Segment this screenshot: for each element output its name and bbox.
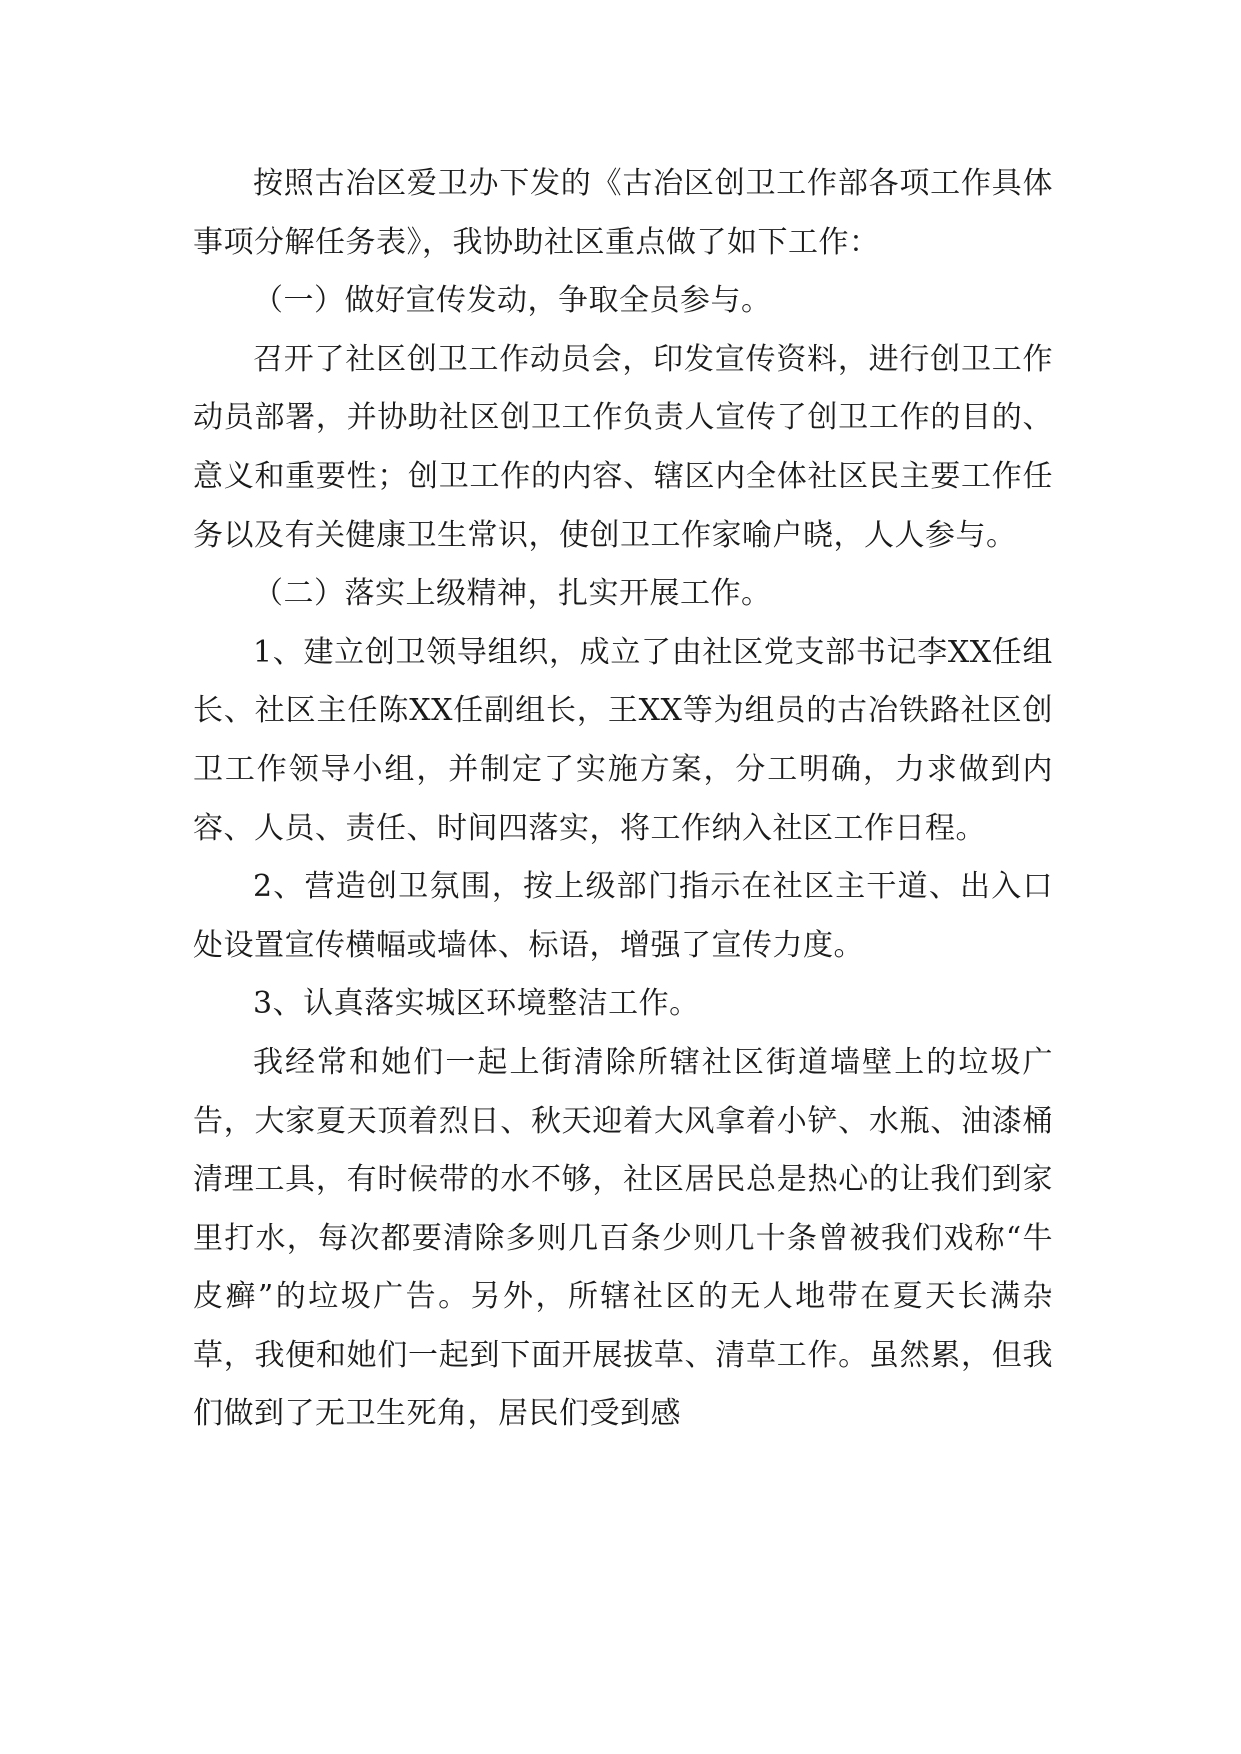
paragraph-intro: 按照古冶区爱卫办下发的《古冶区创卫工作部各项工作具体事项分解任务表》，我协助社区重点做了如下工作： xyxy=(193,166,1053,260)
paragraph-item-3-detail: 我经常和她们一起上街清除所辖社区街道墙壁上的垃圾广告，大家夏天顶着烈日、秋天迎着大风拿着小铲、水瓶、油漆桶清理工具，有时候带的水不够，社区居民总是热心的让我们到家里打水，每次都要清除多则几百条少则几十条曾被我们戏称“牛皮癣”的垃圾广告。另外，所辖社区的无人地带在夏天长满杂草，我便和她们一起到下面开展拔草、清草工作。虽然累，但我们做到了无卫生死角，居民们受到感 xyxy=(193,1044,1053,1432)
paragraph-item-1: 1、建立创卫领导组织，成立了由社区党支部书记李XX任组长、社区主任陈XX任副组长，王XX等为组员的古冶铁路社区创卫工作领导小组，并制定了实施方案，分工明确，力求做到内容、人员、责任、时间四落实，将工作纳入社区工作日程。 xyxy=(193,634,1053,846)
paragraph-section-1: 召开了社区创卫工作动员会，印发宣传资料，进行创卫工作动员部署，并协助社区创卫工作负责人宣传了创卫工作的目的、意义和重要性；创卫工作的内容、辖区内全体社区民主要工作任务以及有关健康卫生常识，使创卫工作家喻户晓，人人参与。 xyxy=(193,341,1053,553)
document-body xyxy=(193,155,1053,1444)
paragraph-item-3: 3、认真落实城区环境整洁工作。 xyxy=(253,986,700,1022)
paragraph-item-2: 2、营造创卫氛围，按上级部门指示在社区主干道、出入口处设置宣传横幅或墙体、标语，增强了宣传力度。 xyxy=(193,869,1053,963)
heading-section-1: （一）做好宣传发动，争取全员参与。 xyxy=(253,283,772,319)
heading-section-2: （二）落实上级精神，扎实开展工作。 xyxy=(253,576,772,612)
